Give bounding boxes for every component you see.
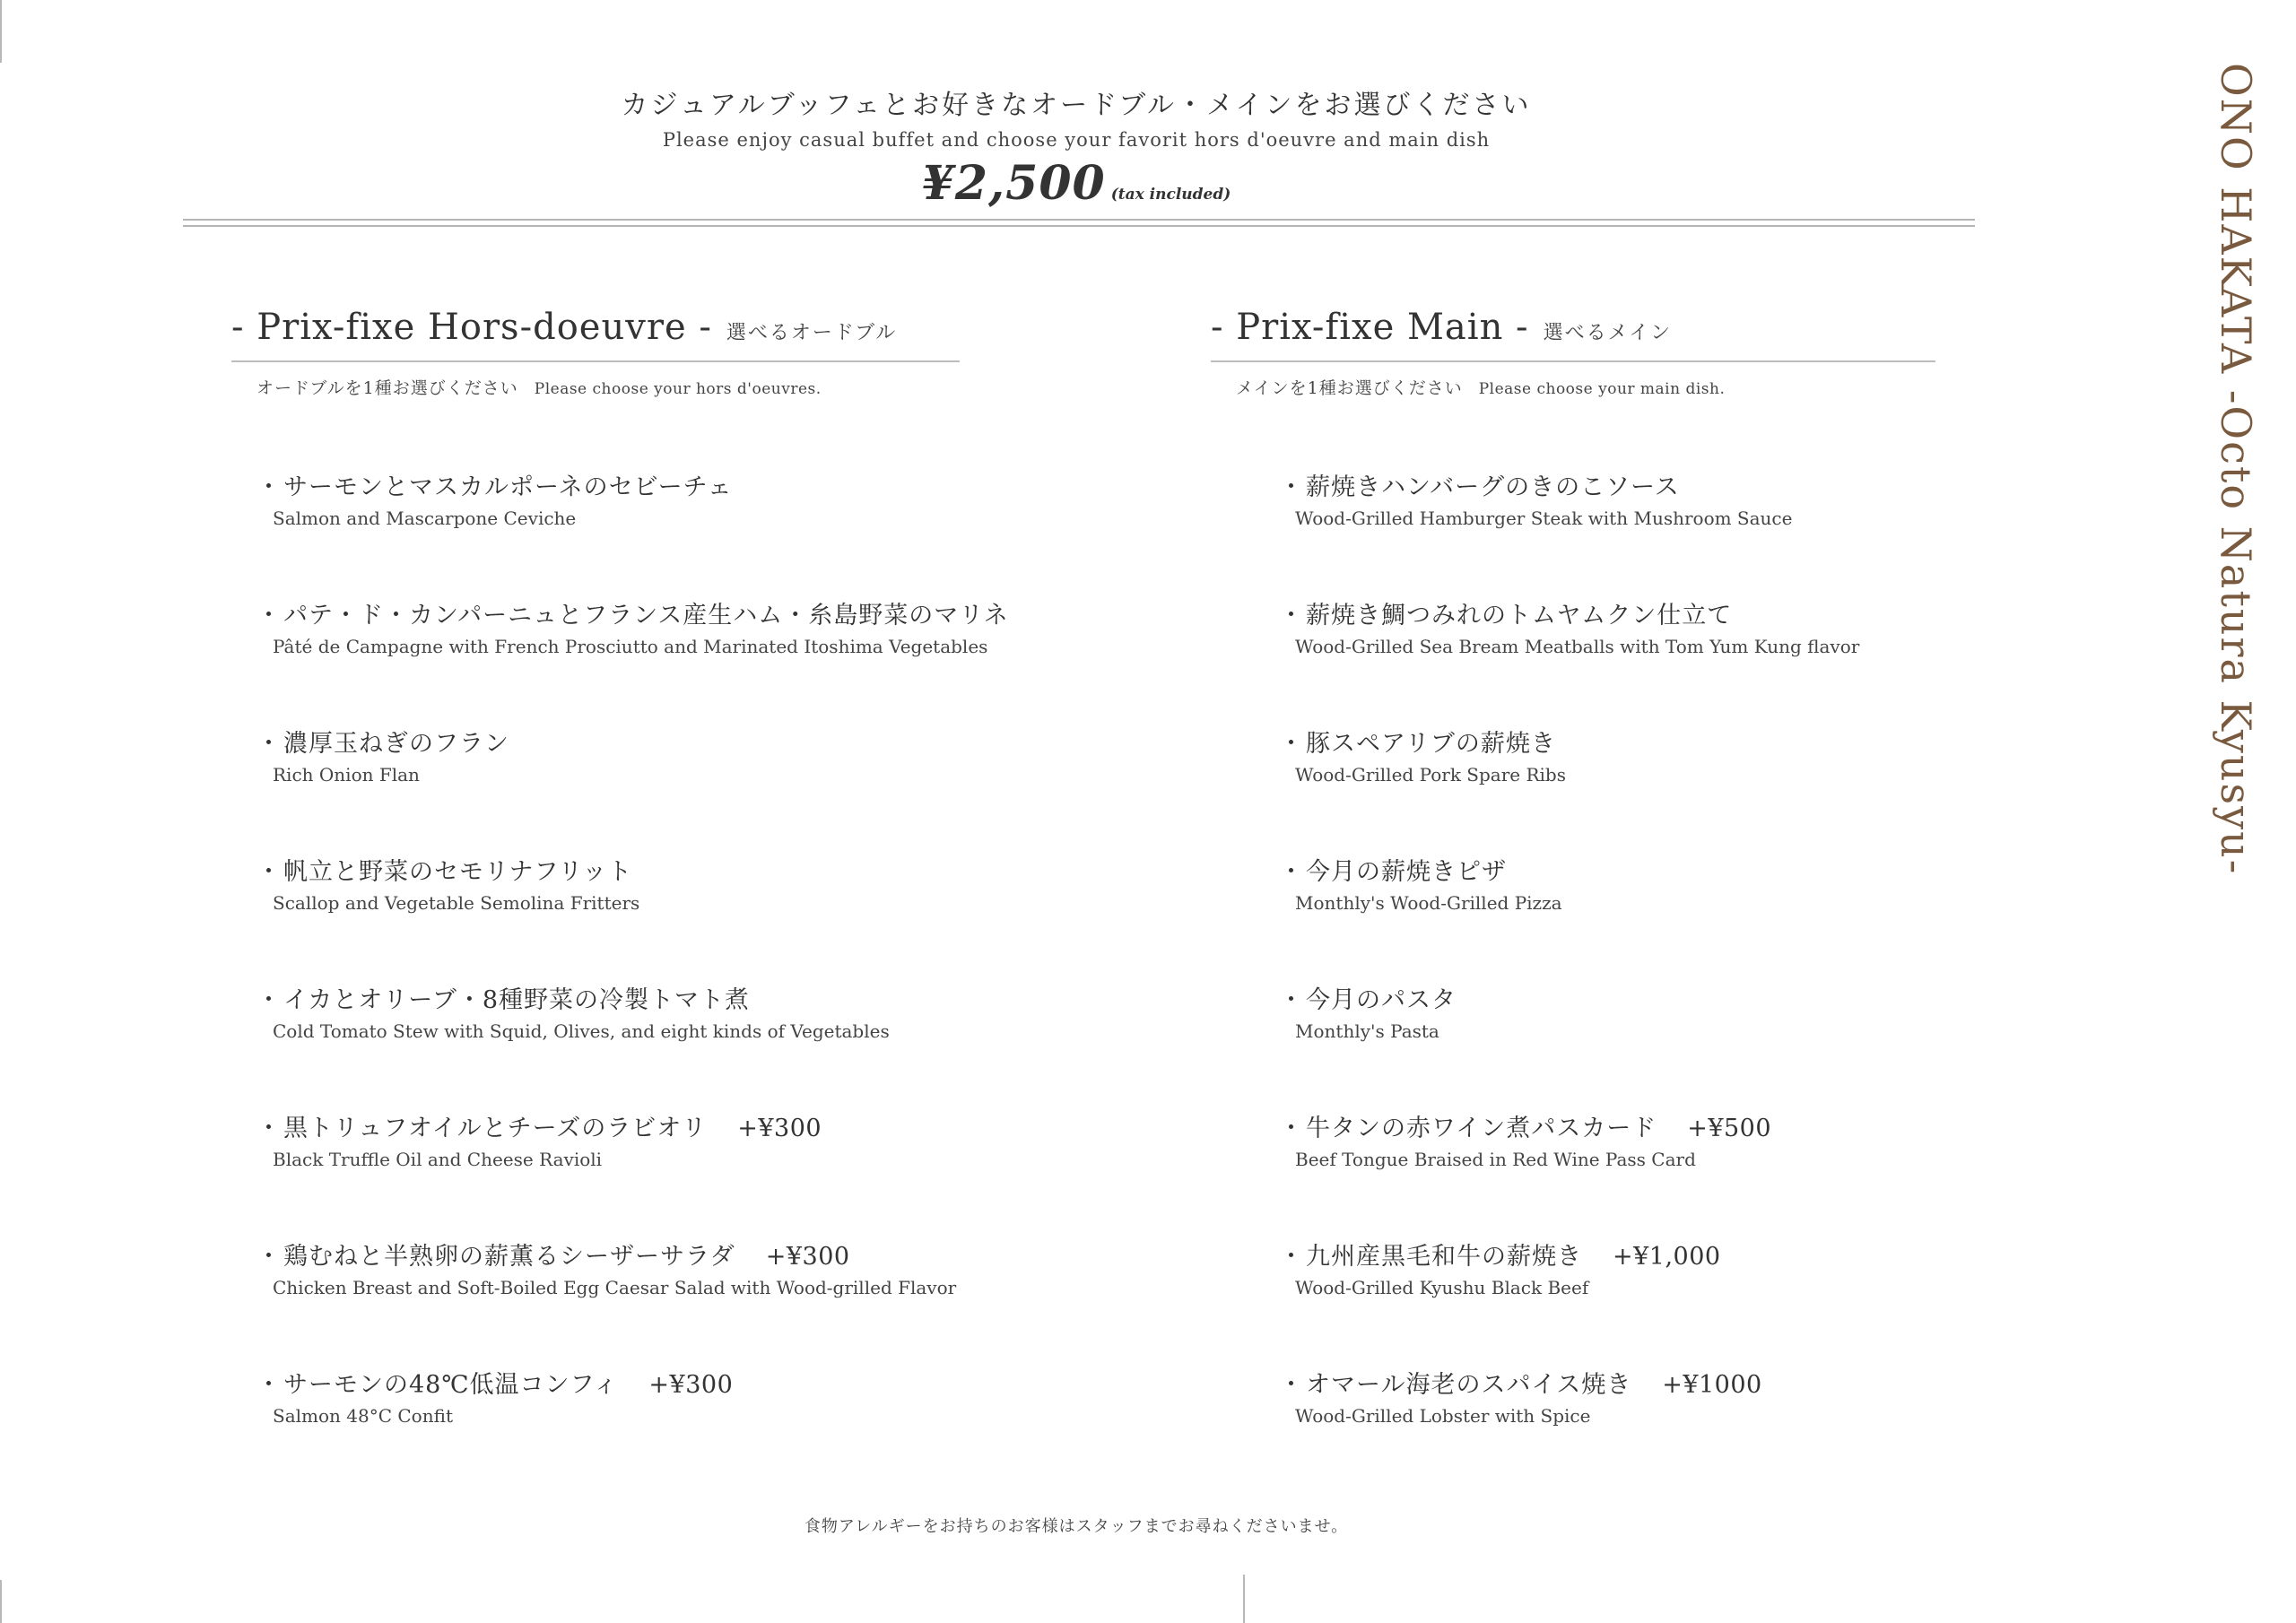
item-name-jp: 牛タンの赤ワイン煮パスカード [1306,1115,1657,1142]
menu-header [179,82,1973,211]
item-name-en: Pâté de Campagne with French Prosciutto and Marinated Itoshima Vegetables [273,636,988,657]
bullet: ・ [257,473,282,501]
crop-mark-bottom-left [0,1580,2,1623]
header-rule-bottom [183,225,1975,227]
menu-item [257,1365,960,1493]
item-surcharge: +¥300 [737,1115,822,1142]
bullet: ・ [1279,1115,1304,1142]
item-name-en: Monthly's Pasta [1295,1020,1439,1042]
item-name-jp: 鶏むねと半熟卵の薪薫るシーザーサラダ [283,1243,735,1271]
bullet: ・ [257,1371,282,1399]
bullet: ・ [257,730,282,758]
menu-item [257,1237,960,1365]
item-name-jp: 薪焼き鯛つみれのトムヤムクン仕立て [1306,602,1733,629]
bullet: ・ [257,858,282,886]
item-name-en: Cold Tomato Stew with Squid, Olives, and eight kinds of Vegetables [273,1020,890,1042]
item-name-en: Black Truffle Oil and Cheese Ravioli [273,1149,603,1170]
item-name-en: Monthly's Wood-Grilled Pizza [1295,892,1562,914]
bullet: ・ [1279,986,1304,1014]
section-title [231,307,960,359]
hors-doeuvre-section [231,307,1009,1493]
section-rule [231,360,960,362]
item-name-en: Wood-Grilled Kyushu Black Beef [1295,1277,1589,1298]
item-name-en: Wood-Grilled Hamburger Steak with Mushroom Sauce [1295,508,1793,529]
section-rule [1211,360,1935,362]
item-name-en: Wood-Grilled Pork Spare Ribs [1295,764,1566,785]
menu-item [1279,980,1935,1108]
bullet: ・ [257,1115,282,1142]
bullet: ・ [1279,858,1304,886]
allergy-note: 食物アレルギーをお持ちのお客様はスタッフまでお尋ねくださいませ。 [804,1517,1349,1536]
menu-item [257,1108,960,1237]
main-title: - Prix-fixe Main - [1211,307,1529,348]
item-name-jp: 九州産黒毛和牛の薪焼き [1306,1243,1582,1271]
item-surcharge: +¥300 [765,1243,850,1271]
item-name-en: Chicken Breast and Soft-Boiled Egg Caesar Salad with Wood-grilled Flavor [273,1277,957,1298]
item-name-jp: 濃厚玉ねぎのフラン [283,730,509,758]
bullet: ・ [257,602,282,629]
main-sub-en: Please choose your main dish. [1478,380,1726,398]
bullet: ・ [257,1243,282,1271]
item-name-jp: 豚スペアリブの薪焼き [1306,730,1556,758]
item-surcharge: +¥1,000 [1613,1243,1721,1271]
item-name-jp: 黒トリュフオイルとチーズのラビオリ [283,1115,708,1142]
menu-item [257,467,960,595]
menu-item [257,724,960,852]
menu-item [1279,724,1935,852]
section-title [1211,307,1935,359]
main-sub-jp: メインを1種お選びください [1236,378,1463,398]
item-name-en: Salmon and Mascarpone Ceviche [273,508,577,529]
item-name-en: Beef Tongue Braised in Red Wine Pass Card [1295,1149,1696,1170]
header-title-en: Please enjoy casual buffet and choose your favorit hors d'oeuvre and main dish [662,129,1491,151]
header-rule-top [183,219,1975,221]
item-name-en: Wood-Grilled Lobster with Spice [1295,1405,1591,1427]
item-name-jp: オマール海老のスパイス焼き [1306,1371,1632,1399]
bullet: ・ [1279,602,1304,629]
item-name-jp: 今月の薪焼きピザ [1306,858,1507,886]
menu-item [1279,467,1935,595]
bullet: ・ [1279,730,1304,758]
crop-mark-bottom-center [1243,1575,1245,1623]
item-surcharge: +¥300 [648,1371,734,1399]
main-dish-section [1211,307,1935,1493]
item-name-jp: 今月のパスタ [1306,986,1457,1014]
menu-item [257,980,960,1108]
crop-mark-top-left [0,0,2,63]
menu-item [1279,1365,1935,1493]
item-name-jp: サーモンの48℃低温コンフィ [283,1371,619,1399]
menu-item [1279,852,1935,980]
section-subtitle [1236,375,1935,399]
hors-sub-en: Please choose your hors d'oeuvres. [534,380,822,398]
tax-note: (tax included) [1110,186,1231,204]
hors-item-list [257,467,1009,1493]
main-item-list [1279,467,1935,1493]
section-subtitle [257,375,960,399]
item-name-en: Salmon 48°C Confit [273,1405,453,1427]
item-name-en: Rich Onion Flan [273,764,420,785]
price-row [179,156,1973,211]
item-name-jp: 薪焼きハンバーグのきのこソース [1306,473,1680,501]
item-name-jp: サーモンとマスカルポーネのセビーチェ [283,473,733,501]
item-name-jp: イカとオリーブ・8種野菜の冷製トマト煮 [283,986,751,1014]
bullet: ・ [1279,473,1304,501]
hors-title-jp: 選べるオードブル [726,322,898,344]
item-name-en: Wood-Grilled Sea Bream Meatballs with Tom Yum Kung flavor [1295,636,1860,657]
item-name-en: Scallop and Vegetable Semolina Fritters [273,892,640,914]
bullet: ・ [1279,1371,1304,1399]
menu-item [1279,1237,1935,1365]
bullet: ・ [257,986,282,1014]
main-title-jp: 選べるメイン [1543,322,1673,344]
brand-name: ONO HAKATA -Octo Natura Kyusyu- [2212,63,2260,876]
menu-item [257,852,960,980]
item-surcharge: +¥500 [1687,1115,1772,1142]
price: ¥2,500 [921,156,1106,211]
menu-item [1279,1108,1935,1237]
menu-item [257,595,1009,724]
hors-sub-jp: オードブルを1種お選びください [257,378,518,398]
hors-title: - Prix-fixe Hors-doeuvre - [231,307,712,348]
item-name-jp: 帆立と野菜のセモリナフリット [283,858,633,886]
bullet: ・ [1279,1243,1304,1271]
header-title-jp: カジュアルブッフェとお好きなオードブル・メインをお選びください [621,90,1532,121]
menu-item [1279,595,1935,724]
item-name-jp: パテ・ド・カンパーニュとフランス産生ハム・糸島野菜のマリネ [283,602,1009,629]
item-surcharge: +¥1000 [1662,1371,1762,1399]
